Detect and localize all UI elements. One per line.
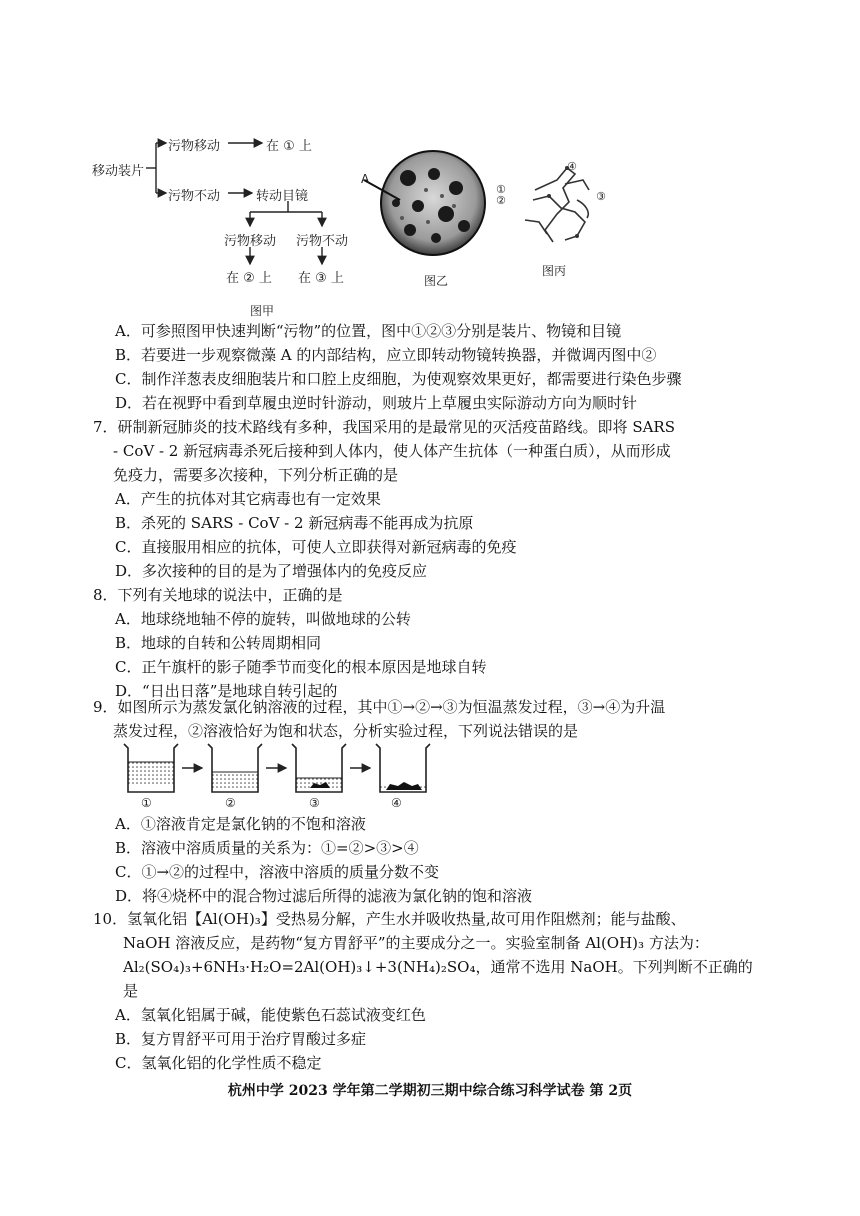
q10-stem-line-4: 是 bbox=[123, 982, 139, 1000]
label-a: A bbox=[361, 172, 370, 186]
q7-option-d: D．多次接种的目的是为了增强体内的免疫反应 bbox=[115, 562, 428, 580]
marker-4: ④ bbox=[567, 160, 577, 173]
q10-stem-line-3: Al₂(SO₄)₃+6NH₃·H₂O=2Al(OH)₃↓+3(NH₄)₂SO₄，通常不选用 NaOH。下列判断不正确的 bbox=[123, 958, 753, 976]
q9-option-c: C．①→②的过程中，溶液中溶质的质量分数不变 bbox=[115, 863, 440, 881]
q7-option-c: C．直接服用相应的抗体，可使人立即获得对新冠病毒的免疫 bbox=[115, 538, 517, 556]
beaker-2 bbox=[208, 744, 262, 792]
beaker-label-4: ④ bbox=[391, 796, 402, 810]
figure-bing-caption: 图丙 bbox=[542, 264, 567, 278]
q9-option-b: B．溶液中溶质质量的关系为：①=②>③>④ bbox=[115, 839, 419, 857]
figure-jia-caption: 图甲 bbox=[250, 304, 275, 318]
q10-option-b: B．复方胃舒平可用于治疗胃酸过多症 bbox=[115, 1030, 367, 1048]
q10-option-c: C．氢氧化铝的化学性质不稳定 bbox=[115, 1054, 322, 1072]
q6-option-a: A．可参照图甲快速判断“污物”的位置，图中①②③分别是装片、物镜和目镜 bbox=[115, 322, 622, 340]
page-footer: 杭州中学 2023 学年第二学期初三期中综合练习科学试卷 第 2页 bbox=[227, 1083, 633, 1099]
beaker-label-1: ① bbox=[141, 796, 152, 810]
q9-option-a: A．①溶液肯定是氯化钠的不饱和溶液 bbox=[115, 815, 366, 833]
flow-sub2: 污物不动 bbox=[296, 234, 349, 249]
q6-option-d: D．若在视野中看到草履虫逆时针游动，则玻片上草履虫实际游动方向为顺时针 bbox=[115, 394, 638, 412]
q8-option-c: C．正午旗杆的影子随季节而变化的根本原因是地球自转 bbox=[115, 658, 487, 676]
q7-stem-line-2: - CoV - 2 新冠病毒杀死后接种到人体内，使人体产生抗体（一种蛋白质），从而形成 bbox=[113, 442, 671, 460]
marker-2: ② bbox=[496, 194, 506, 207]
q10-option-a: A．氢氧化铝属于碱，能使紫色石蕊试液变红色 bbox=[115, 1006, 426, 1024]
flow-sub2-result: 在 ③ 上 bbox=[298, 271, 344, 286]
flow-sub1: 污物移动 bbox=[224, 234, 277, 249]
beaker-3 bbox=[292, 744, 346, 792]
flow-sub1-result: 在 ② 上 bbox=[226, 271, 272, 286]
q10-stem-line-2: NaOH 溶液反应，是药物“复方胃舒平”的主要成分之一。实验室制备 Al(OH)₃ 方法为： bbox=[123, 934, 709, 952]
microscope-sketch-image bbox=[505, 160, 615, 250]
q10-stem-line-1: 10．氢氧化铝【Al(OH)₃】受热易分解，产生水并吸收热量,故可用作阻燃剂；能与盐酸、 bbox=[93, 910, 686, 928]
figure-yi-caption: 图乙 bbox=[424, 274, 449, 288]
q6-option-b: B．若要进一步观察微藻 A 的内部结构，应立即转动物镜转换器，并微调丙图中② bbox=[115, 346, 657, 364]
q8-option-b: B．地球的自转和公转周期相同 bbox=[115, 634, 322, 652]
flow-branch2-action: 转动目镜 bbox=[256, 189, 309, 204]
q7-option-b: B．杀死的 SARS - CoV - 2 新冠病毒不能再成为抗原 bbox=[115, 514, 474, 532]
flow-branch1-result: 在 ① 上 bbox=[266, 139, 312, 154]
q9-option-d: D．将④烧杯中的混合物过滤后所得的滤液为氯化钠的饱和溶液 bbox=[115, 887, 533, 905]
marker-3: ③ bbox=[596, 190, 606, 203]
q8-stem: 8．下列有关地球的说法中，正确的是 bbox=[93, 586, 343, 604]
q9-stem-line-1: 9．如图所示为蒸发氯化钠溶液的过程，其中①→②→③为恒温蒸发过程，③→④为升温 bbox=[93, 698, 666, 716]
beaker-label-2: ② bbox=[225, 796, 236, 810]
q9-stem-line-2: 蒸发过程，②溶液恰好为饱和状态，分析实验过程，下列说法错误的是 bbox=[113, 722, 579, 740]
flow-start: 移动装片 bbox=[92, 164, 145, 179]
beaker-4 bbox=[376, 744, 430, 792]
flow-branch2: 污物不动 bbox=[168, 189, 221, 204]
q8-option-a: A．地球绕地轴不停的旋转，叫做地球的公转 bbox=[115, 610, 411, 628]
marker-1: ① bbox=[496, 183, 506, 196]
q7-stem-line-1: 7．研制新冠肺炎的技术路线有多种，我国采用的是最常见的灭活疫苗路线。即将 SARS bbox=[93, 418, 675, 436]
q7-stem-line-3: 免疫力，需要多次接种，下列分析正确的是 bbox=[113, 466, 399, 484]
q6-option-c: C．制作洋葱表皮细胞装片和口腔上皮细胞，为使观察效果更好，都需要进行染色步骤 bbox=[115, 370, 682, 388]
beaker-label-3: ③ bbox=[309, 796, 320, 810]
flow-branch1: 污物移动 bbox=[168, 139, 221, 154]
q8-option-d: D．“日出日落”是地球自转引起的 bbox=[115, 682, 338, 700]
beaker-1 bbox=[124, 744, 178, 792]
q7-option-a: A．产生的抗体对其它病毒也有一定效果 bbox=[115, 490, 381, 508]
